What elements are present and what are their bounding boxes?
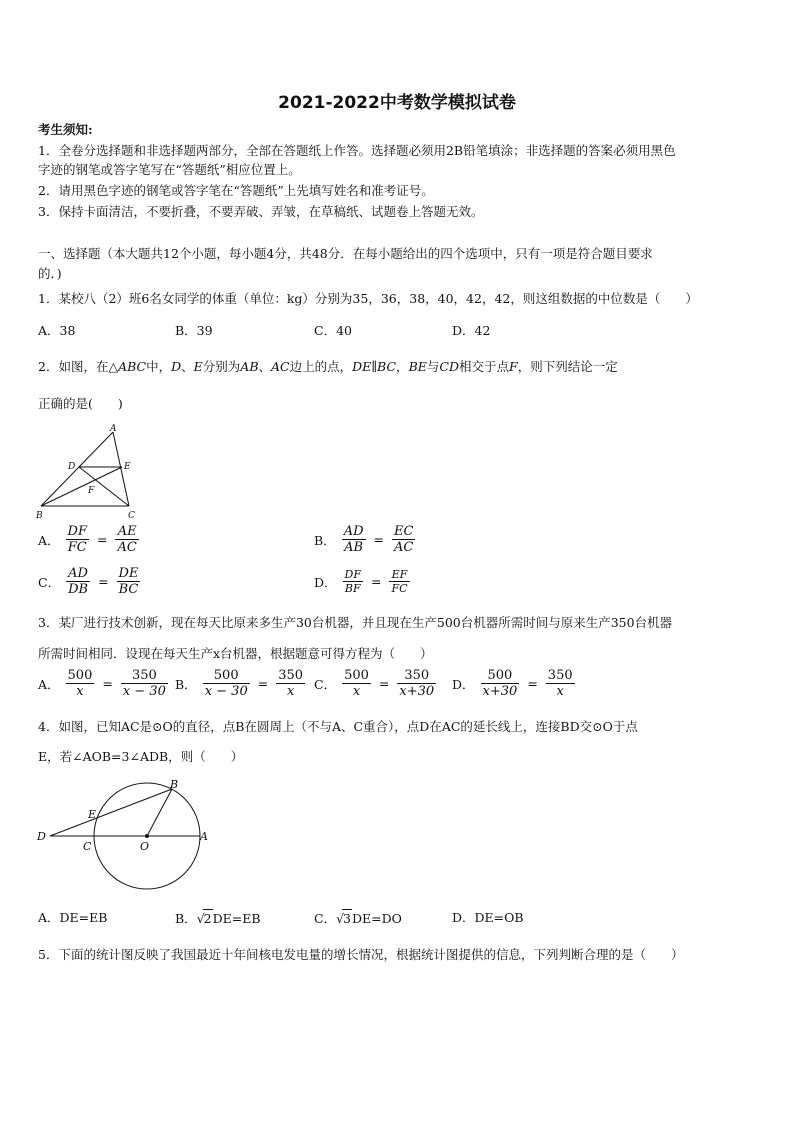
q2-e: E — [193, 359, 203, 374]
fraction-2 — [115, 524, 138, 555]
equals-sign: = — [373, 532, 384, 547]
label-d: D — [37, 830, 46, 843]
fraction-2 — [389, 568, 409, 595]
q4-option-d: D．DE=OB — [452, 910, 524, 925]
radicand: 2 — [203, 911, 212, 926]
q2-be: BE — [408, 359, 427, 374]
q4-option-c — [314, 909, 402, 928]
question-1-stem: 1．某校八（2）班6名女同学的体重（单位：kg）分别为35，36，38，40，42，42，则这组数据的中位数是（ ） — [38, 291, 698, 306]
q2-ab: AB — [240, 359, 259, 374]
q1-option-d: D．42 — [452, 323, 491, 338]
q4-circle-figure — [34, 776, 214, 890]
q2-cd: CD — [439, 359, 459, 374]
q1-option-c: C．40 — [314, 323, 352, 338]
q2-ac: AC — [271, 359, 290, 374]
denominator: x — [76, 684, 84, 699]
denominator: x − 30 — [204, 684, 248, 699]
numerator: DE — [118, 566, 139, 581]
q2-option-c-label: C． — [38, 574, 61, 590]
numerator: DF — [67, 524, 87, 539]
q4-option-c-label: C． — [314, 911, 337, 926]
fraction-1 — [203, 668, 250, 699]
notice-heading: 考生须知: — [38, 122, 93, 137]
denominator: FC — [67, 540, 87, 555]
center-point — [145, 834, 149, 838]
q2-comma: ， — [396, 359, 409, 374]
q2-text-c: 分别为 — [202, 359, 241, 374]
denominator: AC — [394, 540, 414, 555]
q4-option-a: A．DE=EB — [38, 910, 108, 925]
numerator: 350 — [278, 668, 304, 683]
label-b: B — [36, 511, 43, 520]
numerator: 500 — [67, 668, 93, 683]
q3-option-b-label: B． — [175, 676, 197, 692]
segment-be — [41, 467, 122, 506]
q2-option-d — [314, 568, 412, 595]
line-db — [50, 789, 172, 836]
q3-option-b — [175, 668, 307, 699]
radicand: 3 — [343, 911, 351, 926]
q2-f: F — [509, 359, 518, 374]
q2-option-a — [38, 524, 141, 555]
q2-text-e: 与 — [426, 359, 440, 374]
q3-option-c — [314, 668, 438, 699]
fraction-2 — [276, 668, 305, 699]
equals-sign: = — [98, 574, 109, 589]
numerator: 350 — [121, 668, 168, 684]
q2-text-d: 边上的点， — [289, 359, 353, 374]
fraction-1 — [343, 568, 363, 595]
equals-sign: = — [527, 676, 538, 691]
fraction-1 — [66, 524, 89, 555]
label-c: C — [128, 511, 135, 520]
numerator: AD — [66, 566, 90, 582]
denominator: BF — [344, 582, 361, 595]
fraction-1 — [66, 668, 95, 699]
notice-item-2: 2．请用黑色字迹的钢笔或答字笔在“答题纸”上先填写姓名和准考证号。 — [38, 183, 434, 198]
section-heading-cont: 的．) — [38, 266, 62, 281]
numerator: 350 — [547, 668, 573, 683]
numerator: EF — [389, 568, 409, 582]
q4-option-c-text: DE=DO — [352, 911, 402, 926]
denominator: x — [352, 684, 361, 699]
question-2-stem-cont: 正确的是( ) — [38, 396, 123, 411]
fraction-1 — [481, 668, 520, 699]
denominator: FC — [391, 582, 408, 595]
label-c: C — [83, 840, 92, 853]
q4-option-b-label: B． — [175, 911, 197, 926]
q2-text-b: 中， — [146, 359, 172, 374]
q2-option-c — [38, 566, 142, 597]
label-a: A — [110, 424, 117, 434]
denominator: AC — [117, 540, 137, 555]
q3-option-a — [38, 668, 170, 699]
fraction-2 — [546, 668, 575, 699]
sqrt-icon: √ — [196, 911, 205, 926]
q2-abc: ABC — [118, 359, 147, 374]
equals-sign: = — [96, 532, 108, 547]
q2-text-a: 2．如图，在△ — [38, 359, 119, 374]
page-title: 2021-2022中考数学模拟试卷 — [278, 93, 516, 113]
denominator: x+30 — [399, 684, 435, 699]
question-5-stem: 5．下面的统计图反映了我国最近十年间核电发电量的增长情况，根据统计图提供的信息，下列判断合理的是（ ） — [38, 947, 684, 962]
q4-option-b — [175, 909, 261, 928]
q2-option-a-label: A． — [38, 532, 60, 548]
fraction-2 — [397, 668, 436, 699]
numerator: EC — [393, 524, 414, 539]
equals-sign: = — [370, 574, 382, 589]
denominator: BC — [118, 582, 139, 597]
numerator: 500 — [203, 668, 250, 684]
q2-debc: DE∥BC — [352, 359, 397, 374]
q1-option-b: B．39 — [175, 323, 213, 338]
numerator: AD — [343, 524, 364, 539]
equals-sign: = — [257, 676, 269, 691]
line-ob — [147, 789, 172, 836]
equals-sign: = — [102, 676, 113, 691]
question-2-stem — [38, 358, 618, 376]
question-3-stem-cont: 所需时间相同．设现在每天生产x台机器，根据题意可得方程为（ ） — [38, 646, 433, 661]
fraction-2 — [392, 524, 415, 555]
numerator: AE — [115, 524, 138, 540]
denominator: x+30 — [482, 684, 518, 699]
question-3-stem: 3．某厂进行技术创新，现在每天比原来多生产30台机器，并且现在生产500台机器所需时间与原来生产350台机器 — [38, 615, 673, 630]
denominator: DB — [68, 582, 89, 597]
label-f: F — [88, 486, 95, 496]
section-heading: 一、选择题（本大题共12个小题，每小题4分，共48分．在每小题给出的四个选项中，只有一项是符合题目要求 — [38, 246, 653, 261]
q2-text-g: ，则下列结论一定 — [517, 359, 618, 374]
denominator: AB — [344, 540, 364, 555]
numerator: DF — [344, 568, 361, 581]
q2-sep: 、 — [181, 359, 194, 374]
fraction-1 — [66, 566, 90, 597]
q2-sep-2: 、 — [258, 359, 272, 374]
q2-d: D — [171, 359, 182, 374]
q2-option-d-label: D． — [314, 574, 337, 590]
label-e: E — [124, 462, 131, 472]
q2-option-b-label: B． — [314, 532, 336, 548]
numerator: 500 — [481, 668, 520, 684]
label-e: E — [88, 808, 97, 821]
denominator: x — [286, 684, 295, 699]
notice-item-3: 3．保持卡面清洁，不要折叠，不要弄破、弄皱，在草稿纸、试题卷上答题无效。 — [38, 204, 484, 219]
numerator: 500 — [344, 668, 369, 683]
label-a: A — [200, 830, 208, 843]
sqrt-icon: √ — [336, 911, 345, 926]
question-4-stem-cont: E，若∠AOB=3∠ADB，则（ ） — [38, 749, 244, 764]
q4-option-b-text: DE=EB — [212, 911, 261, 926]
equals-sign: = — [378, 676, 390, 691]
notice-item-1: 1．全卷分选择题和非选择题两部分，全部在答题纸上作答。选择题必须用2B铅笔填涂；非选择题的答案必须用黑色 — [38, 143, 676, 158]
q3-option-d — [452, 668, 577, 699]
denominator: x − 30 — [122, 684, 166, 699]
question-4-stem: 4．如图，已知AC是⊙O的直径，点B在圆周上（不与A、C重合），点D在AC的延长线上，连接BD交⊙O于点 — [38, 719, 638, 734]
q3-option-c-label: C． — [314, 676, 337, 692]
q2-text-f: 相交于点 — [458, 359, 509, 374]
fraction-1 — [342, 524, 366, 555]
numerator: 350 — [397, 668, 436, 684]
q2-option-b — [314, 524, 417, 555]
fraction-2 — [117, 566, 141, 597]
fraction-1 — [342, 668, 371, 699]
denominator: x — [556, 684, 564, 699]
q3-option-d-label: D． — [452, 676, 475, 692]
q1-option-a: A．38 — [38, 323, 76, 338]
q3-option-a-label: A． — [38, 676, 60, 692]
label-o: O — [140, 840, 150, 853]
q2-triangle-figure — [34, 422, 144, 520]
notice-item-1-cont: 字迹的钢笔或答字笔写在“答题纸”相应位置上。 — [38, 162, 301, 177]
fraction-2 — [121, 668, 168, 699]
segment-ab — [41, 432, 113, 506]
label-b: B — [170, 778, 179, 791]
label-d: D — [68, 462, 76, 472]
